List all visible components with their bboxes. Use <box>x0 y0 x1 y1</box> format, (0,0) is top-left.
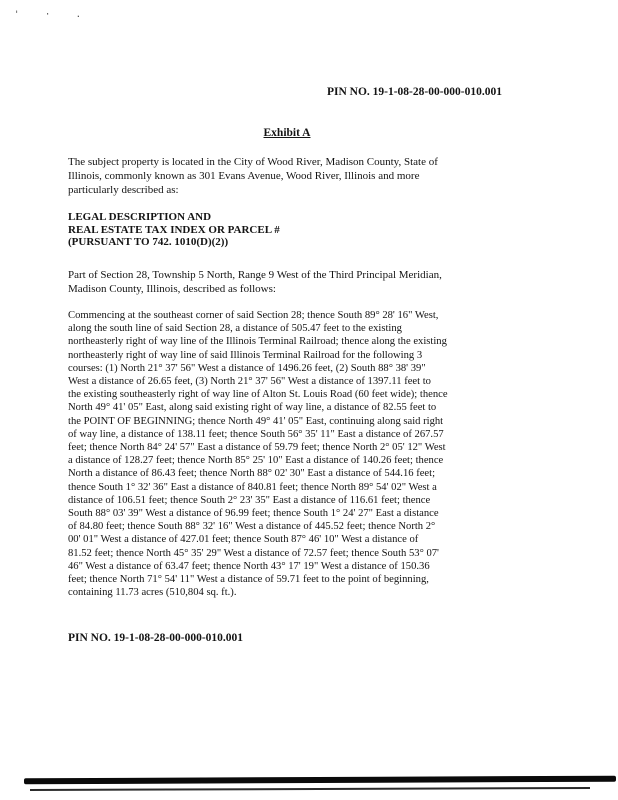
legal-description-body <box>68 309 508 599</box>
legal-line: of 84.80 feet; thence South 88° 32' 16" West a distance of 445.52 feet; thence North 2° <box>68 521 436 533</box>
legal-line: 46" West a distance of 63.47 feet; thence North 43° 17' 19" West a distance of 150.36 <box>68 560 430 572</box>
legal-line: feet; thence North 84° 24' 57" East a distance of 59.79 feet; thence North 2° 05' 12" West <box>68 442 446 454</box>
scan-corner-marks: ' · . <box>14 10 92 20</box>
scan-edge-bar <box>24 776 616 785</box>
legal-line: North a distance of 86.43 feet; thence North 88° 02' 30" East a distance of 544.16 feet; <box>68 468 436 480</box>
pin-number-header: PIN NO. 19-1-08-28-00-000-010.001 <box>326 86 502 98</box>
heading-line: (PURSUANT TO 742. 1010(D)(2)) <box>68 236 229 248</box>
legal-line: of way line, a distance of 138.11 feet; thence South 56° 35' 11" East a distance of 267.57 <box>68 428 444 440</box>
legal-line: feet; thence North 71° 54' 11" West a distance of 59.71 feet to the point of beginning, <box>68 574 429 586</box>
part-of-line: Part of Section 28, Township 5 North, Range 9 West of the Third Principal Meridian, <box>68 269 442 281</box>
legal-line: thence South 1° 32' 36" East a distance of 840.81 feet; thence North 89° 54' 02" West a <box>68 481 437 493</box>
legal-line: North 49° 41' 05" East, along said existing right of way line, a distance of 82.55 feet to <box>68 402 437 414</box>
legal-description-heading <box>68 211 488 249</box>
legal-line: 00' 01" West a distance of 427.01 feet; thence South 87° 46' 10" West a distance of <box>68 534 419 546</box>
intro-line: Illinois, commonly known as 301 Evans Avenue, Wood River, Illinois and more <box>68 170 420 182</box>
legal-line: northeasterly right of way line of the Illinois Terminal Railroad; thence along the existing <box>68 336 447 348</box>
legal-line: a distance of 128.27 feet; thence North 85° 25' 10" East a distance of 140.26 feet; thence <box>68 455 444 467</box>
legal-line: distance of 106.51 feet; thence South 2° 23' 35" East a distance of 116.61 feet; thence <box>68 494 431 506</box>
heading-line: REAL ESTATE TAX INDEX OR PARCEL # <box>68 223 280 236</box>
heading-line: LEGAL DESCRIPTION AND <box>68 211 212 223</box>
legal-line: Commencing at the southeast corner of said Section 28; thence South 89° 28' 16" West, <box>68 310 439 321</box>
exhibit-title: Exhibit A <box>263 127 311 139</box>
section-location-paragraph <box>68 268 508 296</box>
legal-line: West a distance of 26.65 feet, (3) North 21° 37' 56" West a distance of 1397.11 feet to <box>68 376 431 388</box>
legal-line: the POINT OF BEGINNING; thence North 49° 41' 05" East, continuing along said right <box>68 415 444 427</box>
legal-line: the existing southeasterly right of way line of Alton St. Louis Road (60 feet wide); thence <box>68 389 448 401</box>
legal-line: containing 11.73 acres (510,804 sq. ft.). <box>68 587 237 599</box>
scan-edge-line <box>30 787 590 791</box>
legal-line: northeasterly right of way line of said Illinois Terminal Railroad for the following 3 <box>68 349 423 361</box>
intro-line: particularly described as: <box>68 184 179 196</box>
legal-line: courses: (1) North 21° 37' 56" West a distance of 1496.26 feet, (2) South 88° 38' 39" <box>68 362 426 374</box>
intro-line: The subject property is located in the City of Wood River, Madison County, State of <box>68 156 438 168</box>
legal-line: South 88° 03' 39" West a distance of 96.99 feet; thence South 1° 24' 27" East a distance <box>68 508 439 520</box>
intro-paragraph <box>68 155 508 197</box>
part-of-line: Madison County, Illinois, described as follows: <box>68 283 276 295</box>
legal-line: 81.52 feet; thence North 45° 35' 29" West a distance of 72.57 feet; thence South 53° 07' <box>68 547 439 559</box>
legal-line: along the south line of said Section 28, a distance of 505.47 feet to the existing <box>68 323 402 335</box>
pin-number-footer: PIN NO. 19-1-08-28-00-000-010.001 <box>68 632 244 644</box>
